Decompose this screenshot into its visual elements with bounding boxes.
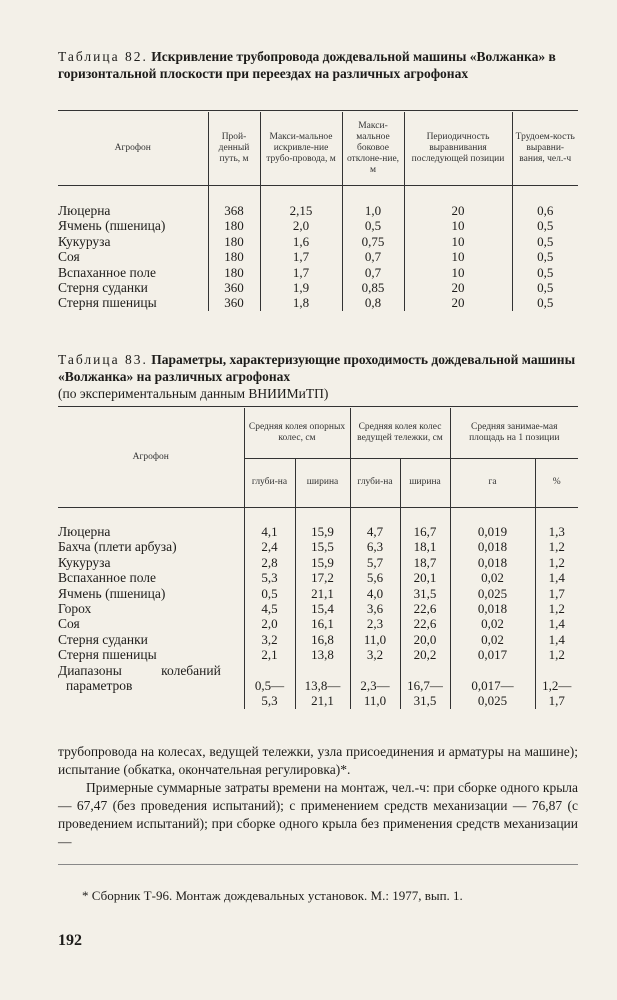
t83-agrofon-cell: Горох [58, 601, 244, 616]
t82-path-cell: 368 [208, 203, 260, 218]
t83-range-label-2: параметров [58, 678, 244, 693]
t83-agrofon-cell: Ячмень (пшеница) [58, 586, 244, 601]
t83-width1-cell: 13,8 [295, 647, 350, 662]
t83-header-depth-2: глуби-на [350, 458, 400, 506]
t83-agrofon-cell: Люцерна [58, 524, 244, 539]
footnote-text: * Сборник Т-96. Монтаж дождевальных установок. М.: 1977, вып. 1. [82, 888, 463, 903]
t83-empty-cell [400, 663, 450, 678]
t82-header-agrofon: Агрофон [58, 112, 208, 185]
t83-agrofon-cell: Вспаханное поле [58, 570, 244, 585]
t82-labor-cell: 0,5 [537, 233, 554, 249]
t83-empty-cell [244, 663, 295, 678]
t83-range-max-cell: 11,0 [350, 693, 400, 708]
t82-spacer-cell [404, 185, 512, 203]
t82-period-cell: 20 [404, 280, 512, 295]
t83-range-empty-cell [58, 693, 244, 708]
t83-empty-cell [350, 663, 400, 678]
t82-spacer-cell [342, 185, 404, 203]
t83-empty-cell [295, 663, 350, 678]
t82-curvature-cell: 1,8 [260, 295, 342, 310]
t82-agrofon-cell: Стерня пшеницы [58, 295, 208, 310]
t83-width1-cell: 15,9 [295, 555, 350, 570]
t83-width2-cell: 22,6 [400, 616, 450, 631]
table82 [58, 112, 578, 311]
t83-spacer-cell [244, 506, 295, 524]
table-row [58, 295, 578, 310]
t83-range-label-1: Диапазоны колебаний [58, 663, 244, 678]
t83-range-max-cell: 31,5 [400, 693, 450, 708]
t82-deviation-cell: 0,85 [342, 280, 404, 295]
t82-deviation-cell: 0,8 [342, 295, 404, 310]
t83-ha-cell: 0,018 [450, 601, 535, 616]
t83-ha-cell: 0,018 [450, 555, 535, 570]
page-number: 192 [58, 932, 82, 949]
table-row [58, 555, 578, 570]
t83-width2-cell: 22,6 [400, 601, 450, 616]
t82-period-cell: 10 [404, 234, 512, 249]
t83-header-area: Средняя занимае-мая площадь на 1 позиции [450, 408, 578, 458]
t83-pct-cell: 1,4 [548, 631, 565, 647]
t83-header-drive-track: Средняя колея колес ведущей тележки, см [350, 408, 450, 458]
t83-pct-cell: 1,4 [548, 570, 565, 586]
t83-header-width-2: ширина [400, 458, 450, 506]
table83-label: Таблица 83. [58, 352, 148, 367]
t82-agrofon-cell: Люцерна [58, 203, 208, 218]
t83-agrofon-cell: Стерня суданки [58, 632, 244, 647]
t83-depth2-cell: 5,6 [350, 570, 400, 585]
t82-deviation-cell: 0,5 [342, 218, 404, 233]
table82-header-rule [58, 185, 578, 186]
t83-range-max-cell: 21,1 [295, 693, 350, 708]
t82-spacer-cell [58, 185, 208, 203]
t83-width1-cell: 17,2 [295, 570, 350, 585]
t83-spacer-cell [295, 506, 350, 524]
table82-top-rule [58, 110, 578, 111]
table-row [58, 249, 578, 264]
t83-depth2-cell: 4,0 [350, 586, 400, 601]
t83-ha-cell: 0,017 [450, 647, 535, 662]
t83-pct-cell: 1,3 [548, 524, 565, 539]
t83-header-agrofon: Агрофон [58, 408, 244, 506]
t83-depth1-cell: 2,0 [244, 616, 295, 631]
t82-header-periodicity: Периодичность выравнивания последующей позиции [404, 112, 512, 185]
footnote [58, 887, 578, 905]
table-row [58, 539, 578, 554]
t83-depth1-cell: 4,1 [244, 524, 295, 539]
t82-curvature-cell: 1,7 [260, 249, 342, 264]
t83-width2-cell: 18,1 [400, 539, 450, 554]
t83-depth1-cell: 0,5 [244, 586, 295, 601]
t82-curvature-cell: 2,15 [260, 203, 342, 218]
t83-pct-cell: 1,4 [548, 616, 565, 632]
t83-header-width-1: ширина [295, 458, 350, 506]
t82-deviation-cell: 0,7 [342, 265, 404, 280]
table-row [58, 218, 578, 233]
t82-path-cell: 360 [208, 295, 260, 310]
t82-spacer-cell [512, 185, 578, 203]
t83-depth1-cell: 3,2 [244, 632, 295, 647]
t83-pct-cell: 1,7 [548, 585, 565, 601]
table-row [58, 570, 578, 585]
t82-period-cell: 20 [404, 295, 512, 310]
table-row [58, 203, 578, 218]
table-row [58, 524, 578, 539]
t83-spacer-cell [400, 506, 450, 524]
t83-range-min-cell: 13,8— [295, 678, 350, 693]
table83-caption [58, 351, 578, 402]
t82-agrofon-cell: Стерня суданки [58, 280, 208, 295]
t82-labor-cell: 0,5 [537, 264, 554, 280]
t82-header-path: Прой-денный путь, м [208, 112, 260, 185]
t82-agrofon-cell: Кукуруза [58, 234, 208, 249]
t82-labor-cell: 0,5 [537, 295, 554, 311]
t82-path-cell: 180 [208, 234, 260, 249]
t83-agrofon-cell: Соя [58, 616, 244, 631]
t83-depth2-cell: 5,7 [350, 555, 400, 570]
table83-title: Параметры, характеризующие проходимость дождевальной машины «Волжанка» на различных агрофонах [58, 352, 576, 384]
t82-spacer-cell [208, 185, 260, 203]
t83-depth2-cell: 6,3 [350, 539, 400, 554]
t83-depth1-cell: 2,1 [244, 647, 295, 662]
table-row [58, 234, 578, 249]
t82-header-labor: Трудоем-кость выравни-вания, чел.-ч [515, 132, 575, 164]
table-row [58, 647, 578, 662]
t83-spacer-row [58, 506, 578, 524]
t83-depth2-cell: 2,3 [350, 616, 400, 631]
t83-spacer-cell [535, 506, 578, 524]
t83-depth2-cell: 3,6 [350, 601, 400, 616]
table83-subtitle: (по экспериментальным данным ВНИИМиТП) [58, 386, 329, 401]
t83-width1-cell: 15,9 [295, 524, 350, 539]
t83-width2-cell: 18,7 [400, 555, 450, 570]
t83-range-max-cell: 5,3 [244, 693, 295, 708]
t82-period-cell: 20 [404, 203, 512, 218]
t82-header-max-curvature: Макси-мальное искривле-ние трубо-провода, м [260, 112, 342, 185]
t83-width2-cell: 31,5 [400, 586, 450, 601]
table-row [58, 601, 578, 616]
t82-path-cell: 180 [208, 218, 260, 233]
table-row [58, 586, 578, 601]
body-paragraph-1: трубопровода на колесах, ведущей тележки, узла присоединения и арматуры на машине); испытание (обкатка, окончательная регулировка)*. [58, 744, 578, 777]
t83-range-label-row [58, 663, 578, 678]
table82-label: Таблица 82. [58, 49, 148, 64]
t83-header-support-track: Средняя колея опорных колес, см [244, 408, 350, 458]
t83-depth1-cell: 4,5 [244, 601, 295, 616]
t82-labor-cell: 0,6 [537, 203, 554, 218]
t83-width2-cell: 16,7 [400, 524, 450, 539]
t83-spacer-cell [58, 506, 244, 524]
t83-depth1-cell: 2,4 [244, 539, 295, 554]
table83 [58, 408, 578, 709]
t82-spacer-row [58, 185, 578, 203]
t83-range-max-cell: 0,025 [450, 693, 535, 708]
t82-agrofon-cell: Ячмень (пшеница) [58, 218, 208, 233]
t83-depth1-cell: 5,3 [244, 570, 295, 585]
t83-depth1-cell: 2,8 [244, 555, 295, 570]
t83-range-min-cell: 16,7— [400, 678, 450, 693]
t83-width1-cell: 21,1 [295, 586, 350, 601]
t83-width2-cell: 20,0 [400, 632, 450, 647]
t82-curvature-cell: 2,0 [260, 218, 342, 233]
t82-path-cell: 180 [208, 249, 260, 264]
t82-deviation-cell: 1,0 [342, 203, 404, 218]
t82-period-cell: 10 [404, 265, 512, 280]
t83-ha-cell: 0,02 [450, 616, 535, 631]
t82-deviation-cell: 0,7 [342, 249, 404, 264]
t82-path-cell: 360 [208, 280, 260, 295]
t83-range-min-cell: 0,5— [244, 678, 295, 693]
t82-period-cell: 10 [404, 218, 512, 233]
t83-range-min-cell: 1,2— [542, 678, 572, 694]
t83-ha-cell: 0,018 [450, 539, 535, 554]
t83-range-row-1 [58, 678, 578, 693]
t83-header-depth-1: глуби-на [244, 458, 295, 506]
t82-spacer-cell [260, 185, 342, 203]
t83-agrofon-cell: Стерня пшеницы [58, 647, 244, 662]
t82-deviation-cell: 0,75 [342, 234, 404, 249]
table83-header-row-1 [58, 408, 578, 458]
t83-ha-cell: 0,019 [450, 524, 535, 539]
t83-width1-cell: 15,4 [295, 601, 350, 616]
t83-spacer-cell [350, 506, 400, 524]
t83-pct-cell: 1,2 [548, 539, 565, 555]
t83-spacer-cell [450, 506, 535, 524]
t83-empty-cell [450, 663, 535, 678]
t82-labor-cell: 0,5 [537, 280, 554, 296]
t83-pct-cell: 1,2 [548, 554, 565, 570]
t83-header-pct: % [552, 476, 561, 487]
body-bottom-rule [58, 864, 578, 865]
table83-header-rule [58, 507, 578, 508]
table-row [58, 280, 578, 295]
table82-header-row [58, 112, 578, 185]
t82-agrofon-cell: Соя [58, 249, 208, 264]
table83-top-rule [58, 406, 578, 407]
table-row [58, 632, 578, 647]
t83-width1-cell: 16,1 [295, 616, 350, 631]
t83-depth2-cell: 3,2 [350, 647, 400, 662]
t83-header-ha: га [450, 458, 535, 506]
t83-width2-cell: 20,2 [400, 647, 450, 662]
table-row [58, 616, 578, 631]
t83-agrofon-cell: Кукуруза [58, 555, 244, 570]
body-paragraph-2: Примерные суммарные затраты времени на монтаж, чел.-ч: при сборке одного крыла — 67,47 (без проведения испытаний); с применением средств механизации — 76,87 (с проведением испытаний); при сборке одного крыла без применения средств механизации — [58, 780, 578, 849]
t82-curvature-cell: 1,6 [260, 234, 342, 249]
t83-agrofon-cell: Бахча (плети арбуза) [58, 539, 244, 554]
t83-range-min-cell: 0,017— [450, 678, 535, 693]
t83-ha-cell: 0,025 [450, 586, 535, 601]
table82-caption [58, 48, 578, 82]
t83-range-max-cell: 1,7 [548, 693, 565, 709]
t83-pct-cell: 1,2 [548, 647, 565, 663]
t83-depth2-cell: 4,7 [350, 524, 400, 539]
table-row [58, 265, 578, 280]
t83-depth2-cell: 11,0 [350, 632, 400, 647]
t83-range-min-cell: 2,3— [350, 678, 400, 693]
t82-header-max-deviation: Макси-мальное боковое отклоне-ние, м [342, 112, 404, 185]
t82-labor-cell: 0,5 [537, 218, 554, 234]
t82-curvature-cell: 1,7 [260, 265, 342, 280]
t83-width2-cell: 20,1 [400, 570, 450, 585]
t83-range-row-2 [58, 693, 578, 708]
t82-path-cell: 180 [208, 265, 260, 280]
t83-width1-cell: 16,8 [295, 632, 350, 647]
t83-ha-cell: 0,02 [450, 570, 535, 585]
t83-width1-cell: 15,5 [295, 539, 350, 554]
t82-period-cell: 10 [404, 249, 512, 264]
t82-labor-cell: 0,5 [537, 249, 554, 265]
body-text [58, 743, 578, 851]
t82-agrofon-cell: Вспаханное поле [58, 265, 208, 280]
table82-title: Искривление трубопровода дождевальной машины «Волжанка» в горизонтальной плоскости при переездах на различных агрофонах [58, 49, 556, 81]
t83-pct-cell: 1,2 [548, 601, 565, 617]
t83-empty-cell [535, 663, 578, 678]
t83-ha-cell: 0,02 [450, 632, 535, 647]
t82-curvature-cell: 1,9 [260, 280, 342, 295]
